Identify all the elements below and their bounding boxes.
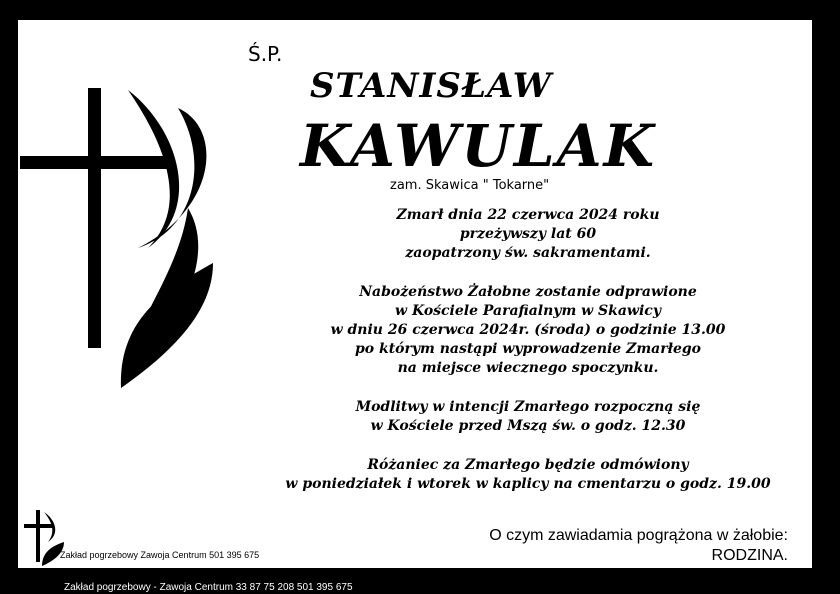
prayer-info-line: w Kościele przed Mszą św. o godz. 12.30 — [370, 418, 686, 434]
residence: zam. Skawica " Tokarne" — [390, 178, 550, 193]
funeral-home-label: Zakład pogrzebowy Zawoja Centrum 501 395 675 — [60, 550, 260, 560]
cross-flame-icon — [18, 88, 218, 388]
death-info-line: Zmarł dnia 22 czerwca 2024 roku — [396, 207, 660, 223]
rosary-info-line: Różaniec za Zmarłego będzie odmówiony — [367, 457, 689, 473]
rosary-info-block — [234, 456, 822, 494]
last-name: KAWULAK — [300, 112, 657, 180]
death-info-block — [234, 206, 822, 263]
funeral-info-line: w dniu 26 czerwca 2024r. (środa) o godzinie 13.00 — [330, 322, 726, 338]
obituary-sheet — [18, 20, 812, 568]
prefix-label: Ś.P. — [248, 42, 283, 66]
funeral-info-line: po którym nastąpi wyprowadzenie Zmarłego — [355, 341, 701, 357]
footer-text: Zakład pogrzebowy - Zawoja Centrum 33 87 75 208 501 395 675 — [64, 582, 353, 593]
death-info-line: zaopatrzony św. sakramentami. — [405, 245, 651, 261]
notice-signature: RODZINA. — [711, 547, 788, 564]
rosary-info-line: w poniedziałek i wtorek w kaplicy na cmentarzu o godz. 19.00 — [285, 476, 771, 492]
prayer-info-line: Modlitwy w intencji Zmarłego rozpoczną się — [355, 399, 701, 415]
funeral-info-line: Nabożeństwo Żałobne zostanie odprawione — [359, 284, 697, 300]
first-name: STANISŁAW — [310, 66, 552, 106]
funeral-info-line: w Kościele Parafialnym w Skawicy — [395, 303, 661, 319]
prayer-info-block — [234, 398, 822, 436]
funeral-info-block — [234, 283, 822, 378]
death-info-line: przeżywszy lat 60 — [459, 226, 597, 242]
notice-line: O czym zawiadamia pogrążona w żałobie: — [489, 527, 788, 544]
funeral-info-line: na miejsce wiecznego spoczynku. — [397, 360, 659, 376]
family-notice — [489, 526, 788, 566]
